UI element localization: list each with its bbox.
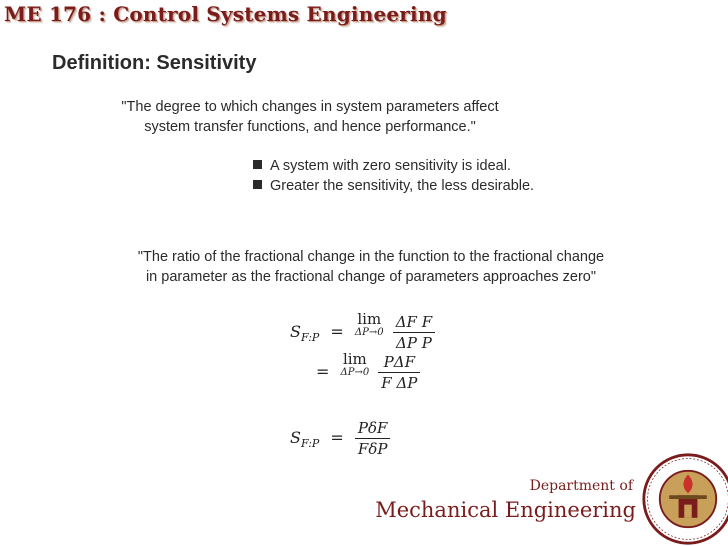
fraction-1-denominator: ΔP P [396,334,432,352]
sensitivity-symbol: S [290,428,301,447]
definition-quote-line-2: system transfer functions, and hence performance." [144,119,476,135]
equals-sign: = [330,428,344,447]
fraction-2-denominator: F ΔP [381,374,418,392]
limit-word: lim [342,350,367,368]
bullet-list [253,156,534,196]
sensitivity-symbol: S [290,322,301,341]
limit-operator [341,352,370,380]
college-of-engineering-seal-icon [641,452,728,546]
limit-operator [355,312,384,340]
limit-condition: ΔP→0 [340,367,370,378]
ratio-quote-line-1: "The ratio of the fractional change in the function to the fractional change [137,249,605,265]
definition-quote [110,97,510,137]
sensitivity-subscript: F:P [300,331,320,344]
ratio-quote-line-2: in parameter as the fractional change of parameters approaches zero" [145,269,597,285]
slide-heading: Definition: Sensitivity [52,52,257,74]
ratio-quote [86,247,656,287]
fraction-1 [393,312,435,353]
fraction-3-numerator: PδF [355,418,391,439]
fraction-1-numerator: ΔF F [393,312,435,333]
sensitivity-equation-3 [290,418,390,459]
fraction-2 [378,352,420,393]
sensitivity-equation-1 [290,312,435,353]
square-bullet-icon [253,160,262,169]
bullet-item [253,156,534,176]
bullet-text: Greater the sensitivity, the less desirable. [270,178,535,194]
bullet-item [253,176,534,196]
sensitivity-subscript: F:P [300,437,320,450]
sensitivity-equation-2 [316,352,420,393]
fraction-3-denominator: FδP [357,440,388,458]
fraction-3 [355,418,391,459]
department-of-label: Department of [529,478,633,494]
equals-sign: = [316,362,330,381]
definition-quote-line-1: "The degree to which changes in system parameters affect [121,99,499,115]
limit-word: lim [357,310,382,328]
course-title: ME 176 : Control Systems Engineering [4,2,447,26]
fraction-2-numerator: PΔF [378,352,420,373]
bullet-text: A system with zero sensitivity is ideal. [270,158,511,174]
square-bullet-icon [253,180,262,189]
department-name: Mechanical Engineering [375,498,636,522]
equals-sign: = [330,322,344,341]
limit-condition: ΔP→0 [354,327,384,338]
